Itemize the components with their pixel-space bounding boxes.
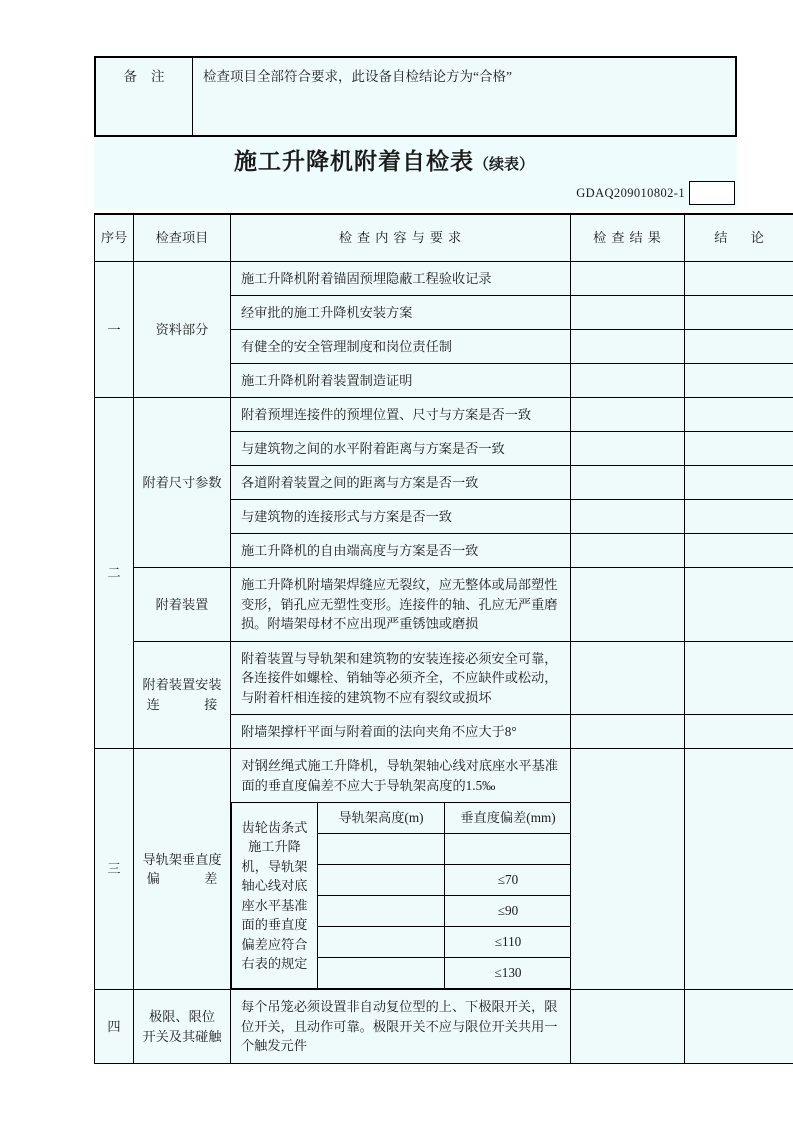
row-desc: 经审批的施工升降机安装方案 <box>231 296 571 330</box>
row-result[interactable] <box>571 364 685 398</box>
section-no-2: 二 <box>95 398 134 749</box>
section-3-desc-container <box>231 749 571 990</box>
row-conclusion[interactable] <box>685 262 793 296</box>
row-result[interactable] <box>571 432 685 466</box>
section-item-4 <box>134 990 231 1064</box>
sub-height[interactable] <box>318 865 445 896</box>
sub-deviation: ≤90 <box>445 896 572 927</box>
inspection-table <box>94 213 793 1064</box>
sub-height[interactable] <box>318 834 445 865</box>
page-title <box>94 143 674 176</box>
row-conclusion[interactable] <box>685 715 793 749</box>
subheader-height: 导轨架高度(m) <box>318 803 445 834</box>
row-desc: 与建筑物的连接形式与方案是否一致 <box>231 500 571 534</box>
subtable-label: 齿轮齿条式施工升降机，导轨架轴心线对底座水平基准面的垂直度偏差应符合右表的规定 <box>232 803 318 989</box>
sub-deviation: ≤130 <box>445 958 572 989</box>
row-conclusion[interactable] <box>685 641 793 715</box>
form-code: GDAQ209010802-1 <box>576 185 685 200</box>
section-item-2c-line2: 连 接 <box>146 696 224 712</box>
table-row <box>95 398 793 432</box>
row-conclusion[interactable] <box>685 364 793 398</box>
header-desc: 检查内容与要求 <box>231 214 571 262</box>
page-title-main: 施工升降机附着自检表 <box>233 149 474 175</box>
row-desc: 各道附着装置之间的距离与方案是否一致 <box>231 466 571 500</box>
row-desc: 附墙架撑杆平面与附着面的法向夹角不应大于8° <box>231 715 571 749</box>
section-no-4: 四 <box>95 990 134 1064</box>
row-desc: 施工升降机的自由端高度与方案是否一致 <box>231 534 571 568</box>
row-desc: 附着预埋连接件的预埋位置、尺寸与方案是否一致 <box>231 398 571 432</box>
title-band <box>94 137 737 209</box>
table-row <box>95 262 793 296</box>
verticality-subtable <box>231 749 572 989</box>
row-result[interactable] <box>571 534 685 568</box>
table-row <box>95 568 793 642</box>
section-item-3 <box>134 749 231 990</box>
form-code-row <box>576 181 735 205</box>
section-item-2c-line1: 附着装置安装 <box>142 677 222 693</box>
row-conclusion[interactable] <box>685 568 793 642</box>
row-conclusion[interactable] <box>685 500 793 534</box>
table-header-row <box>95 214 793 262</box>
section-item-1: 资料部分 <box>134 262 231 398</box>
remark-text: 检查项目全部符合要求，此设备自检结论方为“合格” <box>193 57 737 136</box>
sub-height[interactable] <box>318 958 445 989</box>
row-conclusion[interactable] <box>685 990 793 1064</box>
section-item-3-line1: 导轨架垂直度 <box>142 851 222 867</box>
section-item-4-line2: 开关及其碰触 <box>142 1028 222 1044</box>
row-result[interactable] <box>571 398 685 432</box>
row-desc: 每个吊笼必须设置非自动复位型的上、下极限开关，限位开关，且动作可靠。极限开关不应与限位开关共用一个触发元件 <box>231 990 571 1064</box>
section-no-3: 三 <box>95 749 134 990</box>
row-desc: 有健全的安全管理制度和岗位责任制 <box>231 330 571 364</box>
row-result[interactable] <box>571 262 685 296</box>
row-desc: 施工升降机附着锚固预埋隐蔽工程验收记录 <box>231 262 571 296</box>
section-item-2c <box>134 641 231 749</box>
sub-height[interactable] <box>318 896 445 927</box>
header-conclusion: 结 论 <box>685 214 793 262</box>
subtable-header-row <box>232 803 572 834</box>
table-row <box>95 990 793 1064</box>
row-desc: 与建筑物之间的水平附着距离与方案是否一致 <box>231 432 571 466</box>
section-item-3-line2: 偏 差 <box>146 871 224 887</box>
remark-table <box>94 56 737 137</box>
form-code-box[interactable] <box>689 181 735 205</box>
row-conclusion[interactable] <box>685 534 793 568</box>
row-conclusion[interactable] <box>685 398 793 432</box>
section-item-4-line1: 极限、限位 <box>149 1009 215 1025</box>
row-desc: 施工升降机附墙架焊缝应无裂纹，应无整体或局部塑性变形，销孔应无塑性变形。连接件的轴、孔应无严重磨损。附墙架母材不应出现严重锈蚀或磨损 <box>231 568 571 642</box>
row-conclusion[interactable] <box>685 296 793 330</box>
row-desc: 附着装置与导轨架和建筑物的安装连接必须安全可靠，各连接件如螺栓、销轴等必须齐全，不应缺件或松动，与附着杆相连接的建筑物不应有裂纹或损坏 <box>231 641 571 715</box>
row-conclusion[interactable] <box>685 432 793 466</box>
sub-height[interactable] <box>318 927 445 958</box>
section-3-top-note: 对钢丝绳式施工升降机，导轨架轴心线对底座水平基准面的垂直度偏差不应大于导轨架高度的1.5‰ <box>232 749 572 803</box>
sub-deviation <box>445 834 572 865</box>
remark-row <box>95 57 736 136</box>
subheader-deviation: 垂直度偏差(mm) <box>445 803 572 834</box>
row-desc: 施工升降机附着装置制造证明 <box>231 364 571 398</box>
row-conclusion[interactable] <box>685 330 793 364</box>
row-result[interactable] <box>571 500 685 534</box>
table-row <box>95 641 793 715</box>
row-result[interactable] <box>571 715 685 749</box>
row-result[interactable] <box>571 641 685 715</box>
section-item-2b: 附着装置 <box>134 568 231 642</box>
page-title-suffix: （续表） <box>473 155 534 173</box>
remark-label: 备注 <box>95 57 193 136</box>
section-item-2a: 附着尺寸参数 <box>134 398 231 568</box>
sub-deviation: ≤110 <box>445 927 572 958</box>
section-no-1: 一 <box>95 262 134 398</box>
sub-deviation: ≤70 <box>445 865 572 896</box>
table-row <box>95 749 793 990</box>
row-result[interactable] <box>571 330 685 364</box>
header-result: 检查结果 <box>571 214 685 262</box>
row-result[interactable] <box>571 296 685 330</box>
row-result[interactable] <box>571 990 685 1064</box>
section-3-result[interactable] <box>571 749 685 990</box>
header-item: 检查项目 <box>134 214 231 262</box>
header-no: 序号 <box>95 214 134 262</box>
section-3-conclusion[interactable] <box>685 749 793 990</box>
row-result[interactable] <box>571 466 685 500</box>
row-conclusion[interactable] <box>685 466 793 500</box>
row-result[interactable] <box>571 568 685 642</box>
subtable-note-row <box>232 749 572 803</box>
